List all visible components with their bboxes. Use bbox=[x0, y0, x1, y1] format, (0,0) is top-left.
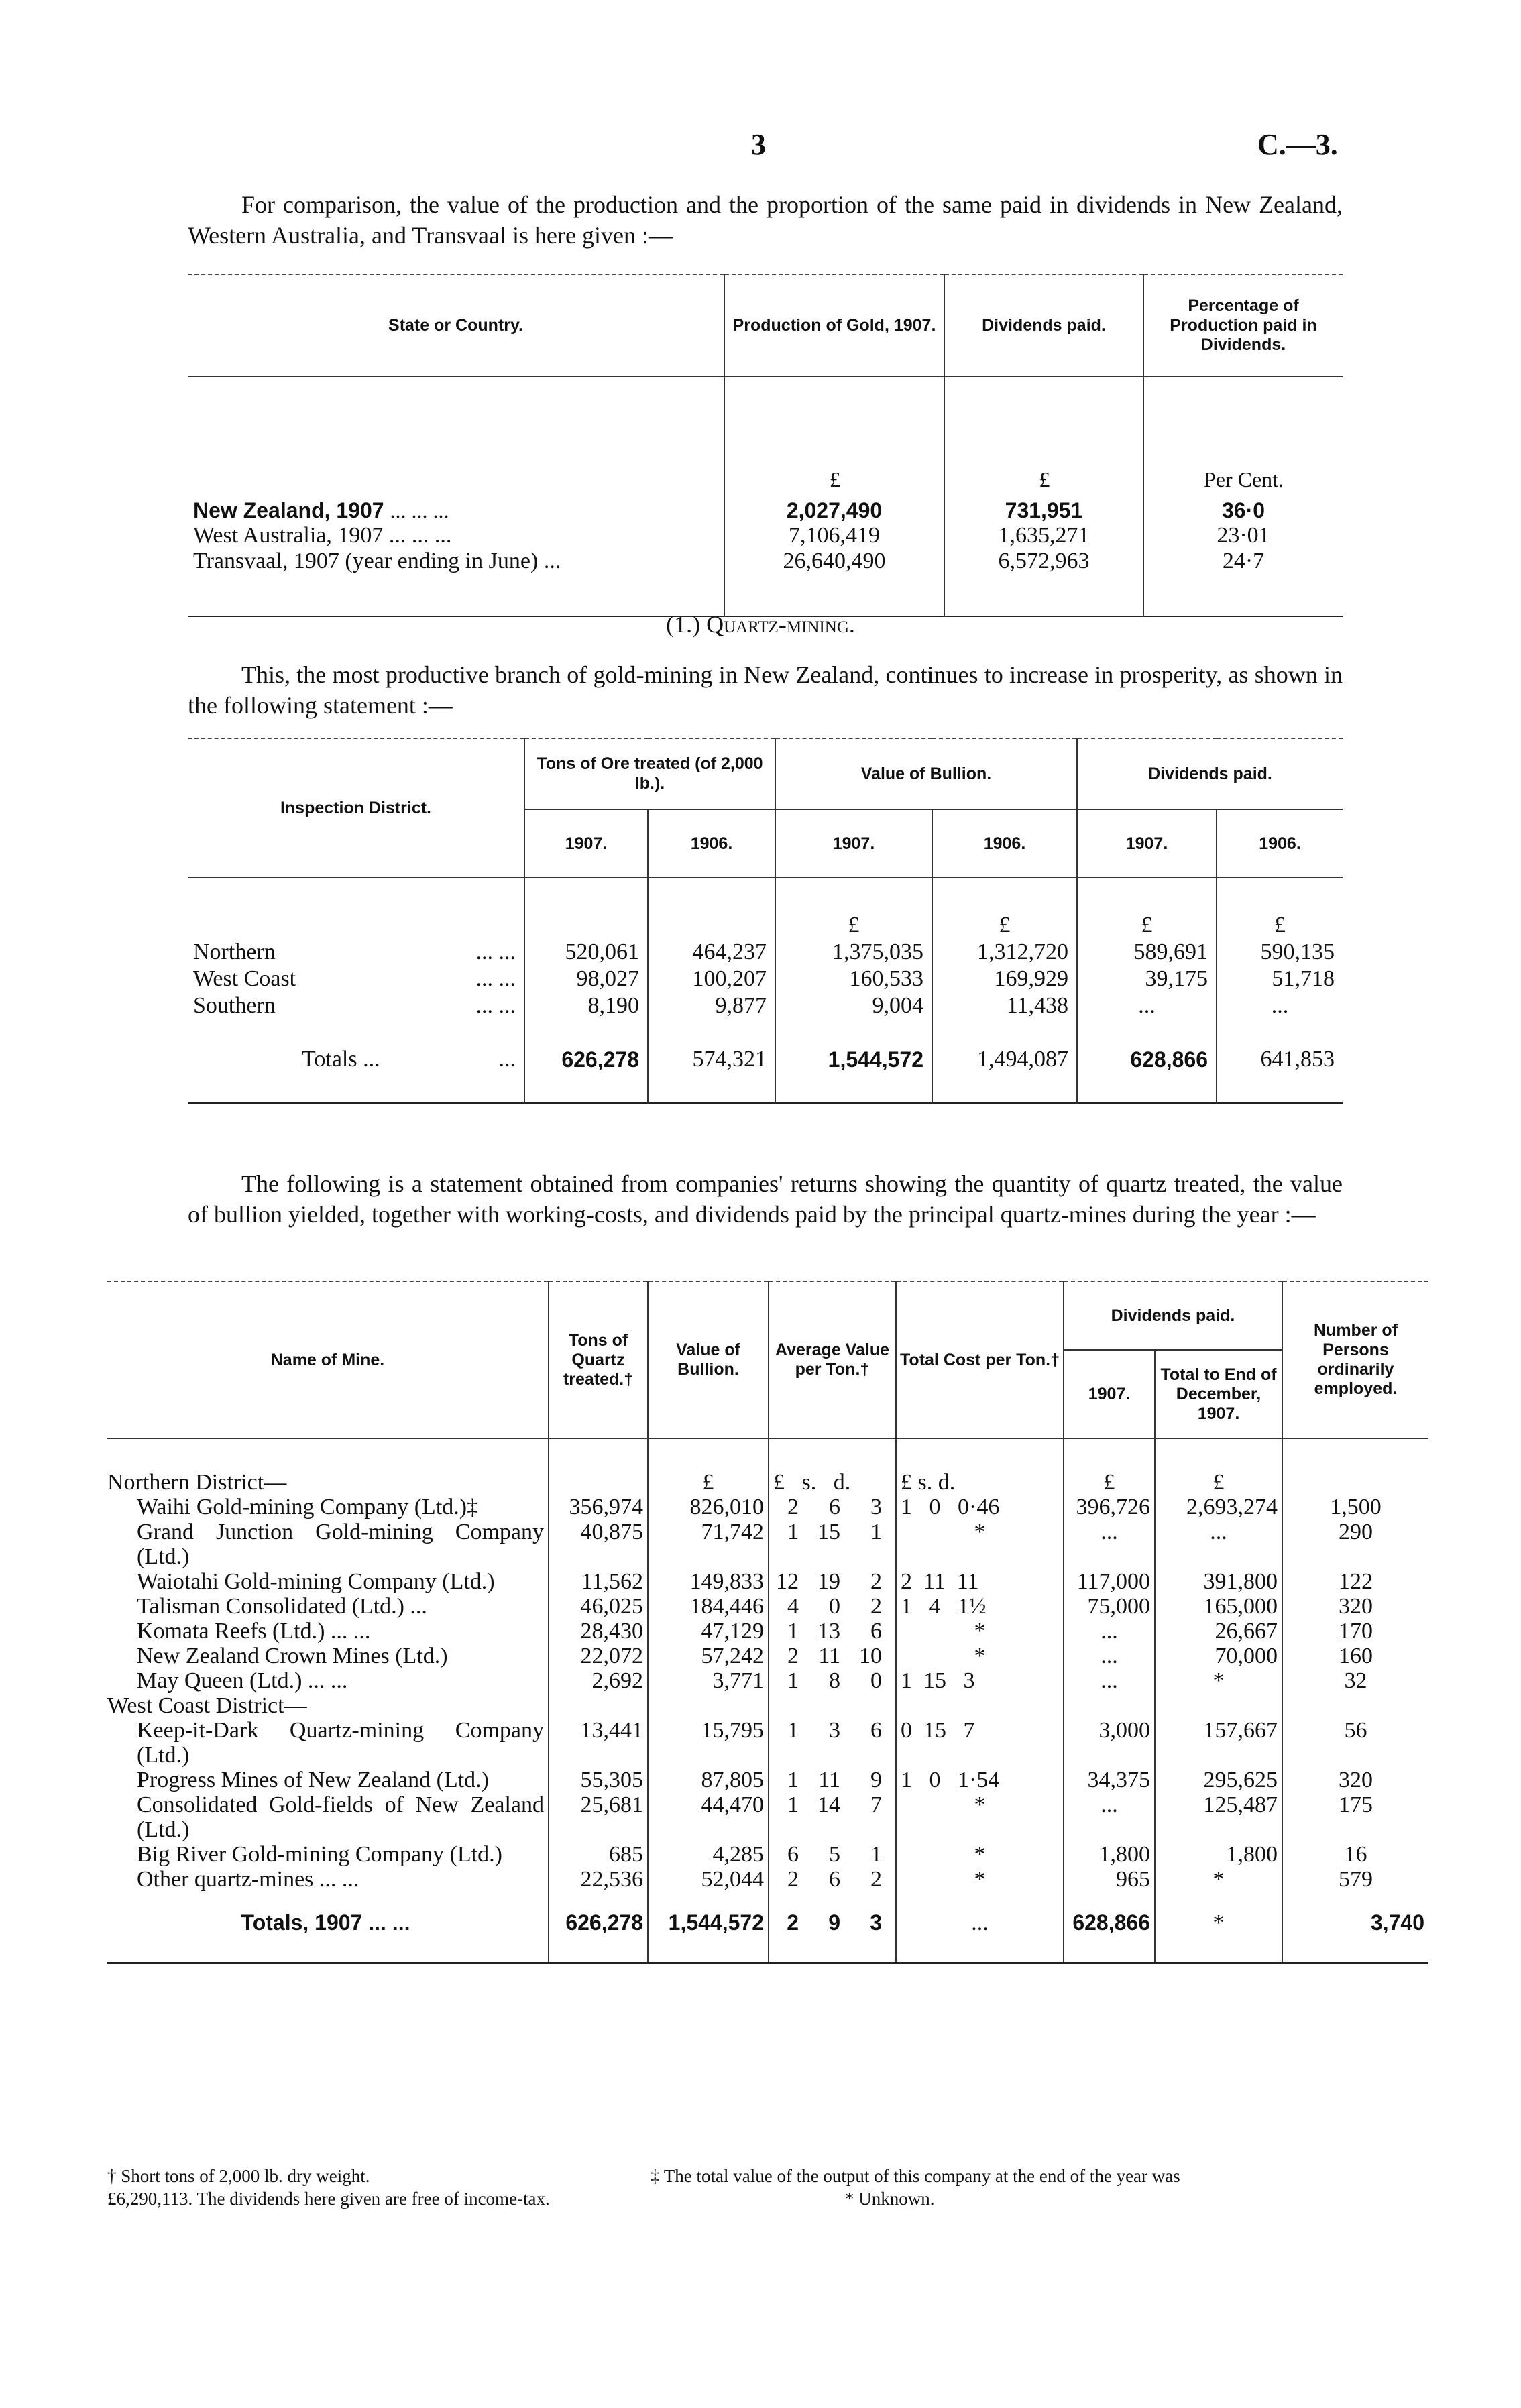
value-1906: 1,312,720 bbox=[932, 939, 1077, 966]
mine-value: 52,044 bbox=[648, 1867, 769, 1892]
table-row bbox=[107, 1668, 1428, 1693]
northern-rows bbox=[107, 1495, 1428, 1693]
mine-value: 826,010 bbox=[648, 1495, 769, 1520]
unit-pound: £ bbox=[1039, 467, 1050, 492]
div-1906: 590,135 bbox=[1217, 939, 1343, 966]
totals-label: Totals, 1907 ... ... bbox=[241, 1910, 410, 1935]
table-row bbox=[188, 523, 1343, 549]
mine-persons: 122 bbox=[1282, 1569, 1428, 1594]
mine-value: 47,129 bbox=[648, 1619, 769, 1644]
mine-div-1907: ... bbox=[1064, 1644, 1155, 1668]
div-1906: ... bbox=[1217, 992, 1343, 1019]
header-cost: Total Cost per Ton.† bbox=[896, 1281, 1064, 1438]
mine-persons: 175 bbox=[1282, 1792, 1428, 1842]
mine-average: 2 6 3 bbox=[769, 1495, 896, 1520]
mine-average: 1 13 6 bbox=[769, 1619, 896, 1644]
unit-pound: £ bbox=[1064, 1438, 1155, 1495]
section-row bbox=[107, 1438, 1428, 1495]
district-table bbox=[188, 738, 1343, 1104]
dividends-value: 6,572,963 bbox=[944, 549, 1143, 616]
unit-pound: £ bbox=[932, 878, 1077, 939]
header-dividends: Dividends paid. bbox=[944, 274, 1143, 376]
header-dividends: Dividends paid. bbox=[1064, 1281, 1282, 1350]
mine-div-total: 165,000 bbox=[1155, 1594, 1282, 1619]
footnote-double-dagger: ‡ The total value of the output of this company at the end of the year was bbox=[651, 2166, 1180, 2186]
div-1907: ... bbox=[1077, 992, 1217, 1019]
mine-cost: * bbox=[896, 1842, 1064, 1867]
mine-average: 4 0 2 bbox=[769, 1594, 896, 1619]
total-value: 1,544,572 bbox=[648, 1892, 769, 1963]
tons-1906: 464,237 bbox=[648, 939, 775, 966]
table-row bbox=[107, 1569, 1428, 1594]
mine-name: Talisman Consolidated (Ltd.) ... bbox=[137, 1594, 427, 1619]
mine-name: May Queen (Ltd.) ... ... bbox=[137, 1668, 348, 1693]
total-div-1906: 641,853 bbox=[1217, 1019, 1343, 1103]
percentage-value: 23·01 bbox=[1143, 523, 1343, 549]
mine-tons: 55,305 bbox=[549, 1768, 648, 1792]
mine-tons: 22,072 bbox=[549, 1644, 648, 1668]
mine-cost: * bbox=[896, 1619, 1064, 1644]
mine-div-1907: 396,726 bbox=[1064, 1495, 1155, 1520]
mine-average: 1 11 9 bbox=[769, 1768, 896, 1792]
mine-tons: 25,681 bbox=[549, 1792, 648, 1842]
west-coast-heading: West Coast District— bbox=[107, 1693, 307, 1718]
mine-div-total: ... bbox=[1155, 1520, 1282, 1569]
mine-average: 12 19 2 bbox=[769, 1569, 896, 1594]
year-1907: 1907. bbox=[775, 809, 932, 878]
year-1906: 1906. bbox=[648, 809, 775, 878]
header-district: Inspection District. bbox=[188, 738, 524, 878]
mine-average: 1 3 6 bbox=[769, 1718, 896, 1768]
mine-name: Keep-it-Dark Quartz-mining Company (Ltd.) bbox=[137, 1718, 544, 1768]
table-row bbox=[107, 1594, 1428, 1619]
table-row bbox=[188, 992, 1343, 1019]
mine-average: 1 8 0 bbox=[769, 1668, 896, 1693]
page-number: 3 bbox=[751, 128, 766, 161]
total-tons: 626,278 bbox=[549, 1892, 648, 1963]
tons-1906: 100,207 bbox=[648, 966, 775, 992]
header-mine-name: Name of Mine. bbox=[107, 1281, 549, 1438]
header-percentage: Percentage of Production paid in Dividends. bbox=[1143, 274, 1343, 376]
totals-row bbox=[188, 1019, 1343, 1103]
header-tons: Tons of Ore treated (of 2,000 lb.). bbox=[524, 738, 775, 809]
mine-persons: 16 bbox=[1282, 1842, 1428, 1867]
value-1906: 169,929 bbox=[932, 966, 1077, 992]
mine-cost: 0 15 7 bbox=[896, 1718, 1064, 1768]
div-1907: 589,691 bbox=[1077, 939, 1217, 966]
unit-pound: £ bbox=[1155, 1438, 1282, 1495]
year-1906: 1906. bbox=[932, 809, 1077, 878]
total-tons-1906: 574,321 bbox=[648, 1019, 775, 1103]
district-name: Southern ... ... bbox=[193, 993, 516, 1018]
table-row bbox=[107, 1842, 1428, 1867]
mine-div-1907: 3,000 bbox=[1064, 1718, 1155, 1768]
mine-average: 1 14 7 bbox=[769, 1792, 896, 1842]
intro-paragraph: For comparison, the value of the production and the proportion of the same paid in dividends in New Zealand, Western Australia, and Transvaal is here given :— bbox=[188, 191, 1343, 249]
mine-name: Waiotahi Gold-mining Company (Ltd.) bbox=[137, 1569, 495, 1594]
table-row bbox=[107, 1718, 1428, 1768]
mine-div-1907: 117,000 bbox=[1064, 1569, 1155, 1594]
header-value: Value of Bullion. bbox=[775, 738, 1077, 809]
mine-tons: 356,974 bbox=[549, 1495, 648, 1520]
tons-1907: 98,027 bbox=[524, 966, 648, 992]
district-name: Northern ... ... bbox=[193, 939, 516, 964]
mine-value: 4,285 bbox=[648, 1842, 769, 1867]
value-1906: 11,438 bbox=[932, 992, 1077, 1019]
mine-tons: 13,441 bbox=[549, 1718, 648, 1768]
mine-average: 2 11 10 bbox=[769, 1644, 896, 1668]
mine-tons: 2,692 bbox=[549, 1668, 648, 1693]
mine-persons: 579 bbox=[1282, 1867, 1428, 1892]
totals-label: Totals ... ... bbox=[302, 1047, 516, 1072]
mine-name: Other quartz-mines ... ... bbox=[137, 1867, 359, 1892]
mine-div-total: * bbox=[1155, 1668, 1282, 1693]
mine-name: Grand Junction Gold-mining Company (Ltd.) bbox=[137, 1520, 544, 1569]
mine-cost: 1 15 3 bbox=[896, 1668, 1064, 1693]
mine-value: 149,833 bbox=[648, 1569, 769, 1594]
mine-value: 87,805 bbox=[648, 1768, 769, 1792]
div-1906: 51,718 bbox=[1217, 966, 1343, 992]
mine-div-1907: ... bbox=[1064, 1619, 1155, 1644]
header-production: Production of Gold, 1907. bbox=[724, 274, 944, 376]
mine-tons: 28,430 bbox=[549, 1619, 648, 1644]
header-div-total: Total to End of December, 1907. bbox=[1155, 1350, 1282, 1438]
header-average: Average Value per Ton.† bbox=[769, 1281, 896, 1438]
section-row bbox=[107, 1693, 1428, 1718]
mine-tons: 46,025 bbox=[549, 1594, 648, 1619]
mine-tons: 40,875 bbox=[549, 1520, 648, 1569]
northern-heading: Northern District— bbox=[107, 1470, 287, 1495]
table-row bbox=[188, 549, 1343, 616]
dividends-value: £ 731,951 bbox=[944, 376, 1143, 523]
mine-cost: 1 0 0·46 bbox=[896, 1495, 1064, 1520]
percentage-value: Per Cent. 36·0 bbox=[1143, 376, 1343, 523]
table-row bbox=[188, 376, 1343, 523]
dividends-value: 1,635,271 bbox=[944, 523, 1143, 549]
total-div-1907: 628,866 bbox=[1077, 1019, 1217, 1103]
mine-div-1907: ... bbox=[1064, 1792, 1155, 1842]
percentage-value: 24·7 bbox=[1143, 549, 1343, 616]
mine-cost: * bbox=[896, 1520, 1064, 1569]
unit-row bbox=[188, 878, 1343, 939]
table-row bbox=[107, 1495, 1428, 1520]
mine-name: New Zealand Crown Mines (Ltd.) bbox=[137, 1644, 448, 1668]
total-persons: 3,740 bbox=[1282, 1892, 1428, 1963]
tons-1906: 9,877 bbox=[648, 992, 775, 1019]
mine-name: Big River Gold-mining Company (Ltd.) bbox=[137, 1842, 502, 1867]
quartz-paragraph: This, the most productive branch of gold-mining in New Zealand, continues to increase in prosperity, as shown in the following statement :— bbox=[188, 661, 1343, 719]
mine-div-1907: 1,800 bbox=[1064, 1842, 1155, 1867]
mine-name: Progress Mines of New Zealand (Ltd.) bbox=[137, 1768, 489, 1792]
unit-pound: £ bbox=[1217, 878, 1343, 939]
mine-value: 44,470 bbox=[648, 1792, 769, 1842]
unit-pound: £ bbox=[775, 878, 932, 939]
comparison-table bbox=[188, 274, 1343, 617]
mine-div-total: 2,693,274 bbox=[1155, 1495, 1282, 1520]
header-tons: Tons of Quartz treated.† bbox=[549, 1281, 648, 1438]
div-1907: 39,175 bbox=[1077, 966, 1217, 992]
mine-persons: 290 bbox=[1282, 1520, 1428, 1569]
row-name: New Zealand, 1907 ... ... ... bbox=[193, 498, 449, 522]
mine-name: Waihi Gold-mining Company (Ltd.)‡ bbox=[137, 1495, 479, 1520]
mine-div-1907: 75,000 bbox=[1064, 1594, 1155, 1619]
value-1907: 9,004 bbox=[775, 992, 932, 1019]
district-header-row bbox=[188, 738, 1343, 809]
mine-persons: 160 bbox=[1282, 1644, 1428, 1668]
unit-pound: £ bbox=[1077, 878, 1217, 939]
mine-div-1907: 34,375 bbox=[1064, 1768, 1155, 1792]
mine-persons: 170 bbox=[1282, 1619, 1428, 1644]
mine-average: 2 6 2 bbox=[769, 1867, 896, 1892]
totals-row bbox=[107, 1892, 1428, 1963]
mine-cost: * bbox=[896, 1644, 1064, 1668]
mine-persons: 32 bbox=[1282, 1668, 1428, 1693]
footnote-asterisk: * Unknown. bbox=[845, 2189, 935, 2209]
table-row bbox=[107, 1768, 1428, 1792]
value-1907: 160,533 bbox=[775, 966, 932, 992]
year-1907: 1907. bbox=[524, 809, 648, 878]
mine-div-total: 1,800 bbox=[1155, 1842, 1282, 1867]
mine-name: Komata Reefs (Ltd.) ... ... bbox=[137, 1619, 371, 1644]
mine-persons: 56 bbox=[1282, 1718, 1428, 1768]
total-div-1907: 628,866 bbox=[1064, 1892, 1155, 1963]
unit-lsd: £ s. d. bbox=[769, 1438, 896, 1495]
mine-cost: * bbox=[896, 1867, 1064, 1892]
header-dividends: Dividends paid. bbox=[1077, 738, 1343, 809]
mine-persons: 320 bbox=[1282, 1768, 1428, 1792]
document-code: C.—3. bbox=[1257, 128, 1338, 161]
mine-average: 6 5 1 bbox=[769, 1842, 896, 1867]
production-value: 7,106,419 bbox=[724, 523, 944, 549]
mine-value: 15,795 bbox=[648, 1718, 769, 1768]
total-div-total: * bbox=[1155, 1892, 1282, 1963]
mine-div-total: 157,667 bbox=[1155, 1718, 1282, 1768]
mine-cost: * bbox=[896, 1792, 1064, 1842]
mine-value: 184,446 bbox=[648, 1594, 769, 1619]
production-value: £ 2,027,490 bbox=[724, 376, 944, 523]
mine-div-1907: ... bbox=[1064, 1520, 1155, 1569]
value-1907: 1,375,035 bbox=[775, 939, 932, 966]
west-coast-rows bbox=[107, 1718, 1428, 1892]
total-value-1907: 1,544,572 bbox=[775, 1019, 932, 1103]
mine-value: 71,742 bbox=[648, 1520, 769, 1569]
table-row bbox=[188, 939, 1343, 966]
header-div-1907: 1907. bbox=[1064, 1350, 1155, 1438]
unit-pound: £ bbox=[830, 467, 840, 492]
mine-persons: 1,500 bbox=[1282, 1495, 1428, 1520]
mine-tons: 11,562 bbox=[549, 1569, 648, 1594]
total-cost: ... bbox=[896, 1892, 1064, 1963]
mine-average: 1 15 1 bbox=[769, 1520, 896, 1569]
mine-div-total: 125,487 bbox=[1155, 1792, 1282, 1842]
mine-div-1907: 965 bbox=[1064, 1867, 1155, 1892]
mine-value: 57,242 bbox=[648, 1644, 769, 1668]
header-persons: Number of Persons ordinarily employed. bbox=[1282, 1281, 1428, 1438]
unit-cost: £ s. d. bbox=[896, 1438, 1064, 1495]
mine-cost: 1 0 1·54 bbox=[896, 1768, 1064, 1792]
tons-1907: 520,061 bbox=[524, 939, 648, 966]
table-row bbox=[107, 1619, 1428, 1644]
district-name: West Coast ... ... bbox=[193, 966, 516, 991]
comparison-header-row bbox=[188, 274, 1343, 376]
mine-tons: 22,536 bbox=[549, 1867, 648, 1892]
header-value: Value of Bullion. bbox=[648, 1281, 769, 1438]
mine-div-total: 295,625 bbox=[1155, 1768, 1282, 1792]
mine-cost: 2 11 11 bbox=[896, 1569, 1064, 1594]
mines-header-row bbox=[107, 1281, 1428, 1350]
total-value-1906: 1,494,087 bbox=[932, 1019, 1077, 1103]
production-value: 26,640,490 bbox=[724, 549, 944, 616]
total-average: 2 9 3 bbox=[769, 1892, 896, 1963]
mine-persons: 320 bbox=[1282, 1594, 1428, 1619]
row-name: West Australia, 1907 ... ... ... bbox=[193, 523, 452, 548]
mine-tons: 685 bbox=[549, 1842, 648, 1867]
table-row bbox=[107, 1867, 1428, 1892]
mine-div-total: 70,000 bbox=[1155, 1644, 1282, 1668]
section-title: (1.) Quartz-mining. bbox=[666, 611, 855, 638]
table-row bbox=[188, 966, 1343, 992]
mine-div-1907: ... bbox=[1064, 1668, 1155, 1693]
table-row bbox=[107, 1520, 1428, 1569]
mine-cost: 1 4 1½ bbox=[896, 1594, 1064, 1619]
row-name: Transvaal, 1907 (year ending in June) ... bbox=[193, 549, 561, 573]
year-1906: 1906. bbox=[1217, 809, 1343, 878]
header-state: State or Country. bbox=[188, 274, 724, 376]
mine-div-total: * bbox=[1155, 1867, 1282, 1892]
companies-paragraph: The following is a statement obtained from companies' returns showing the quantity of quartz treated, the value of bullion yielded, together with working-costs, and dividends paid by the principal quartz-mines during the year :— bbox=[188, 1170, 1343, 1228]
tons-1907: 8,190 bbox=[524, 992, 648, 1019]
table-row bbox=[107, 1792, 1428, 1842]
unit-percent: Per Cent. bbox=[1203, 467, 1284, 492]
footnote-dagger: † Short tons of 2,000 lb. dry weight. bbox=[107, 2166, 370, 2186]
unit-pound: £ bbox=[648, 1438, 769, 1495]
mine-value: 3,771 bbox=[648, 1668, 769, 1693]
mine-div-total: 26,667 bbox=[1155, 1619, 1282, 1644]
total-tons-1907: 626,278 bbox=[524, 1019, 648, 1103]
year-1907: 1907. bbox=[1077, 809, 1217, 878]
mine-name: Consolidated Gold-fields of New Zealand (Ltd.) bbox=[137, 1792, 544, 1842]
footnote-double-dagger-cont: £6,290,113. The dividends here given are free of income-tax. bbox=[107, 2189, 550, 2209]
mines-table bbox=[107, 1281, 1428, 1964]
table-row bbox=[107, 1644, 1428, 1668]
mine-div-total: 391,800 bbox=[1155, 1569, 1282, 1594]
